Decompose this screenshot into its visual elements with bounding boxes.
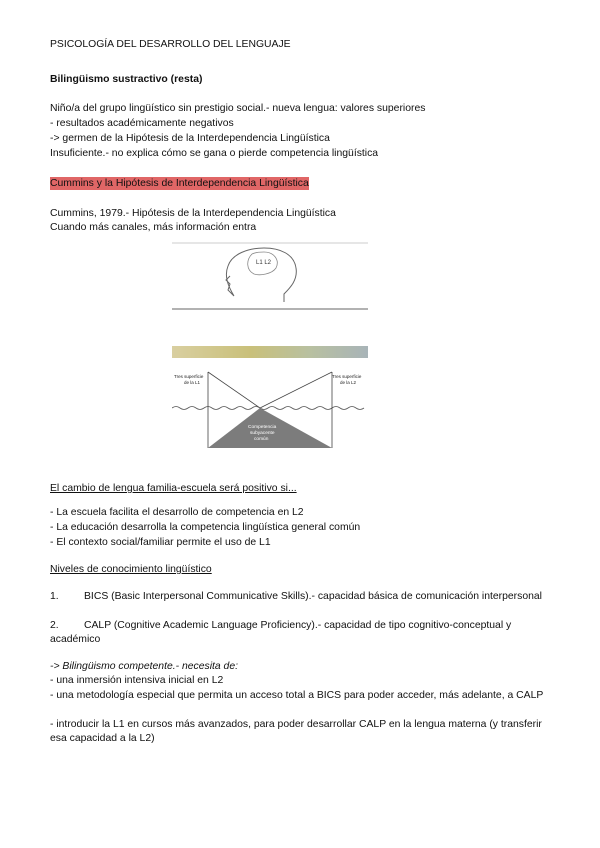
bullet-item: - El contexto social/familiar permite el uso de L1 [50, 537, 271, 548]
head-label: L1 L2 [256, 260, 272, 266]
right-peak [260, 372, 332, 408]
text-line: Insuficiente.- no explica cómo se gana o pierde competencia lingüística [50, 148, 379, 159]
bullet-item: - La educación desarrolla la competencia lingüística general común [50, 522, 361, 533]
center-label: Competencia [248, 425, 277, 430]
text-line: Niño/a del grupo lingüístico sin prestigio social.- nueva lengua: valores superiores [50, 103, 426, 114]
left-surface-label: de la L1 [184, 380, 201, 385]
page-header: PSICOLOGÍA DEL DESARROLLO DEL LENGUAJE [50, 39, 291, 50]
item-text: CALP (Cognitive Academic Language Proficiency).- capacidad de tipo cognitivo-conceptual y académico [50, 620, 512, 645]
text-line: Cummins, 1979.- Hipótesis de la Interdependencia Lingüística [50, 208, 336, 219]
section-title-cambio: El cambio de lengua familia-escuela será positivo si... [50, 483, 297, 494]
bullet-item: - La escuela facilita el desarrollo de competencia en L2 [50, 507, 304, 518]
left-peak [208, 372, 260, 408]
section-title-niveles: Niveles de conocimiento lingüístico [50, 564, 212, 575]
competente-intro: -> Bilingüismo competente.- necesita de: [50, 661, 238, 672]
numbered-item [50, 619, 555, 647]
text-line: - una inmersión intensiva inicial en L2 [50, 675, 224, 686]
section-title-sustractivo: Bilingüismo sustractivo (resta) [50, 74, 203, 85]
center-label: común [254, 437, 269, 442]
right-surface-label: Tres superficie [332, 374, 362, 379]
center-label: subyacente [250, 431, 275, 436]
item-text: BICS (Basic Interpersonal Communicative Skills).- capacidad básica de comunicación interpersonal [84, 591, 542, 602]
left-surface-label: Tres superficie [174, 374, 204, 379]
iceberg-figure [172, 342, 372, 454]
numbered-item [50, 590, 555, 604]
text-line: - introducir la L1 en cursos más avanzados, para poder desarrollar CALP en la lengua materna (y transferir esa capacidad a la L2) [50, 719, 542, 744]
highlighted-heading: Cummins y la Hipótesis de Interdependencia Lingüística [50, 178, 309, 189]
text-line: - una metodología especial que permita un acceso total a BICS para poder acceder, más adelante, a CALP [50, 690, 544, 701]
item-number: 1. [50, 591, 59, 602]
text-line: -> germen de la Hipótesis de la Interdependencia Lingüística [50, 133, 330, 144]
text-line: - resultados académicamente negativos [50, 118, 234, 129]
sky-band [172, 346, 368, 358]
section-title-cummins [50, 177, 309, 190]
head-figure [172, 240, 372, 312]
right-surface-label: de la L2 [340, 380, 357, 385]
item-number: 2. [50, 620, 59, 631]
waterline [172, 407, 364, 410]
text-line: Cuando más canales, más información entra [50, 222, 257, 233]
